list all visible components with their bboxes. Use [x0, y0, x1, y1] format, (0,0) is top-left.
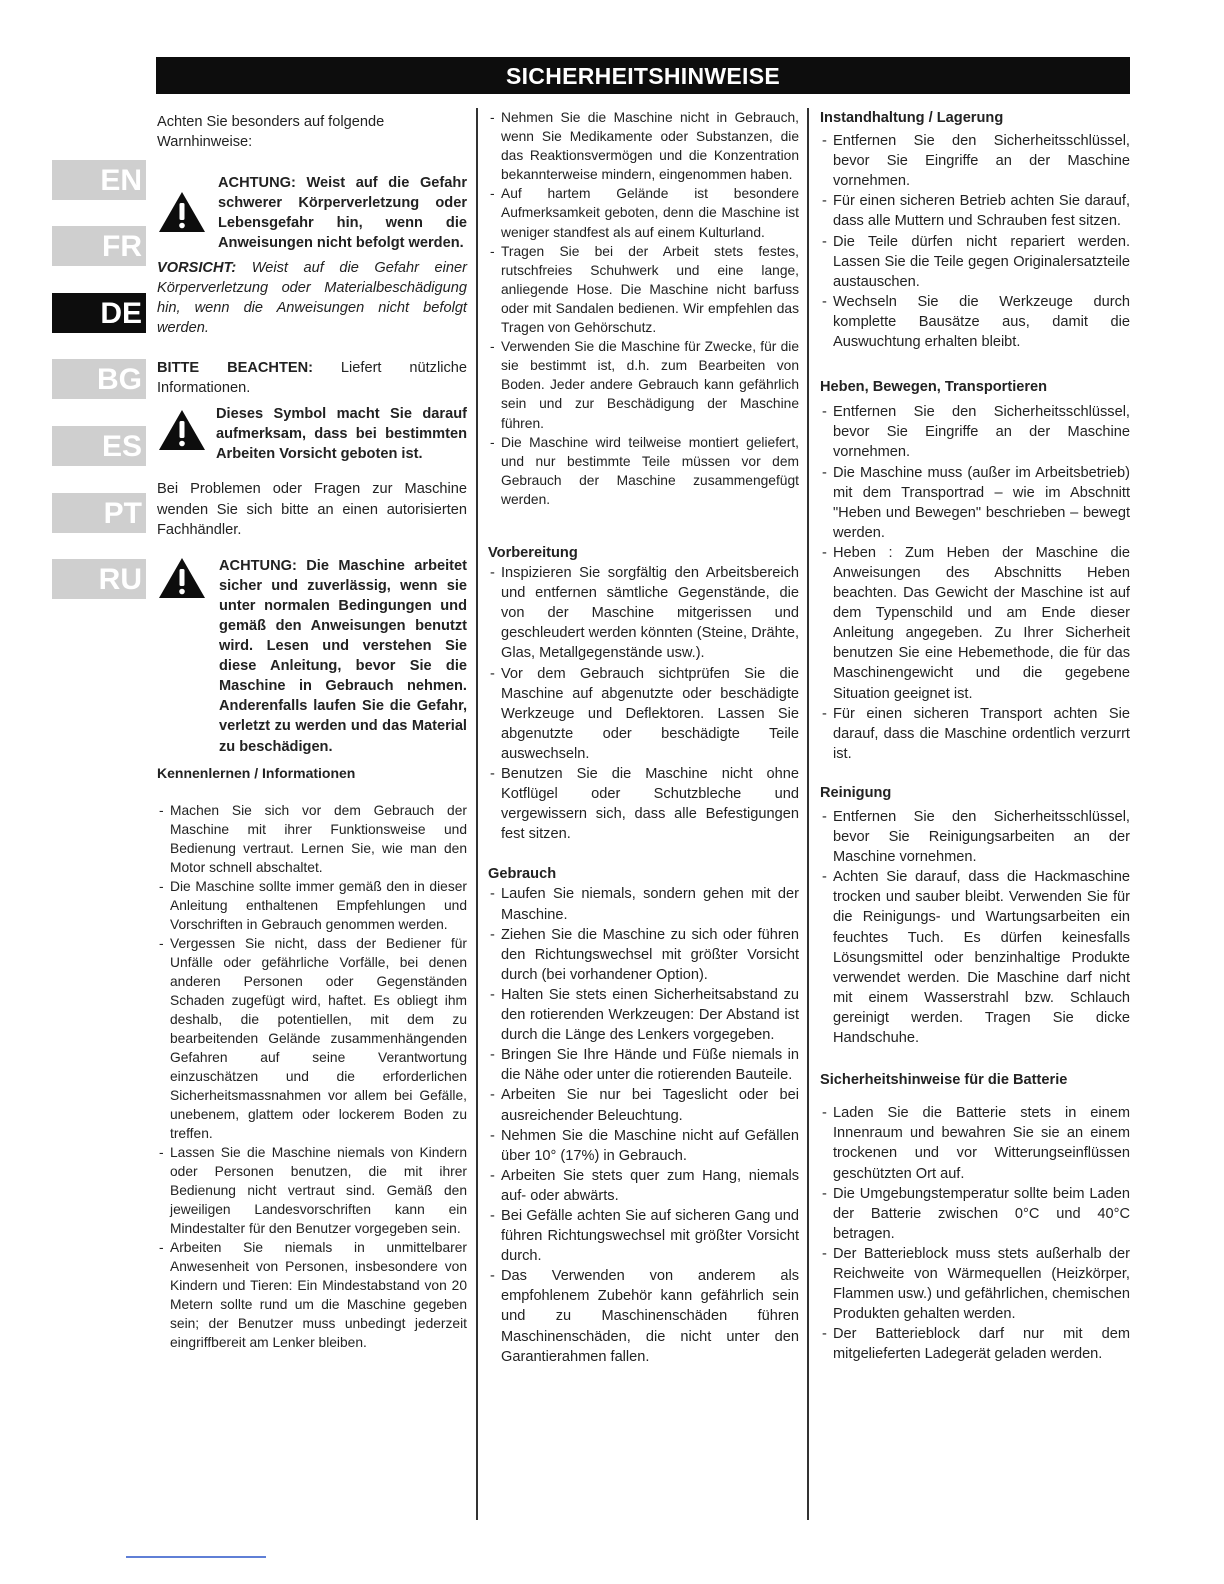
- warning-text-2: [219, 556, 467, 757]
- list-item: - Auf hartem Gelände ist besondere Aufmerksamkeit geboten, denn die Maschine ist weniger standfest als auf einem Kulturland.: [488, 184, 799, 241]
- list-item: - Ziehen Sie die Maschine zu sich oder führen den Richtungswechsel mit größter Vorsicht durch (bei vorhandener Option).: [488, 925, 799, 985]
- section-heading: Gebrauch: [488, 866, 557, 883]
- list-item: - Verwenden Sie die Maschine für Zwecke, für die sie bestimmt ist, d.h. zum Bearbeiten von Boden. Jeder andere Gebrauch kann gefährlich sein und zur Beschädigung der Maschine führen.: [488, 337, 799, 432]
- lang-tab-fr[interactable]: FR: [52, 226, 146, 266]
- list-item: - Arbeiten Sie stets quer zum Hang, niemals auf- oder abwärts.: [488, 1166, 799, 1206]
- warning-triangle-icon: [157, 190, 207, 234]
- column-left: [157, 108, 467, 1352]
- lang-tab-ru[interactable]: RU: [52, 559, 146, 599]
- list-item: - Laden Sie die Batterie stets in einem Innenraum und bewahren Sie sie an einem trockenen und vor Witterungseinflüssen geschützten Ort auf.: [820, 1103, 1130, 1183]
- list-item: - Arbeiten Sie niemals in unmittelbarer Anwesenheit von Personen, insbesondere von Kindern und Tieren: Ein Mindestabstand von 20 Metern sollte rund um die Maschine gegeben sein; der Benutzer muss unbedingt jederzeit eingriffbereit am Lenker bleiben.: [157, 1238, 467, 1352]
- lang-tab-bg[interactable]: BG: [52, 359, 146, 399]
- caution-label: VORSICHT:: [157, 259, 237, 276]
- list-item: - Bei Gefälle achten Sie auf sicheren Gang und führen Richtungswechsel mit größter Vorsicht durch.: [488, 1206, 799, 1266]
- note-label: BITTE BEACHTEN:: [157, 359, 314, 376]
- lang-tab-de[interactable]: DE: [52, 293, 146, 333]
- list-item: - Laufen Sie niemals, sondern gehen mit der Maschine.: [488, 884, 799, 924]
- warning-text: ACHTUNG: Weist auf die Gefahr schwerer Körperverletzung oder Lebensgefahr hin, wenn die Anweisungen nicht befolgt werden.: [218, 175, 467, 252]
- lang-tab-es[interactable]: ES: [52, 426, 146, 466]
- list-item: - Nehmen Sie die Maschine nicht in Gebrauch, wenn Sie Medikamente oder Substanzen, die das Reaktionsvermögen und die Konzentration bekannterweise mindern, eingenommen haben.: [488, 108, 799, 184]
- list-item: - Benutzen Sie die Maschine nicht ohne Kotflügel oder Schutzbleche und vergewissern sich, dass alle Befestigungen fest sitzen.: [488, 764, 799, 844]
- list-item: - Vergessen Sie nicht, dass der Bediener für Unfälle oder gefährliche Vorfälle, bei denen anderen Personen oder Gegenständen Schaden zugefügt wird, haftet. Es obliegt ihm deshalb, die potentiellen, mit dem zu bearbeitenden Gelände zusammenhängenden Gefahren auf seine Verantwortung einzuschätzen und die erforderlichen Sicherheitsmassnahmen vor allem bei Gefälle, unebenem, glattem oder lockerem Boden zu treffen.: [157, 934, 467, 1143]
- list-item: - Die Maschine wird teilweise montiert geliefert, und nur bestimmte Teile müssen vor dem Gebrauch der Maschine zusammengefügt werden.: [488, 433, 799, 509]
- lang-tab-en[interactable]: EN: [52, 160, 146, 200]
- warning-triangle-icon: [157, 408, 207, 452]
- list-item: - Lassen Sie die Maschine niemals von Kindern oder Personen benutzen, die mit ihrer Bedienung nicht vertraut sind. Gemäß den jeweiligen Landesvorschriften kann ein Mindestalter für den Benutzer vorgegeben sein.: [157, 1143, 467, 1238]
- column-divider: [807, 108, 809, 1520]
- list-item: - Vor dem Gebrauch sichtprüfen Sie die Maschine auf abgenutzte oder beschädigte Werkzeuge und Deflektoren. Lassen Sie abgenutzte oder beschädigte Teile auswechseln.: [488, 664, 799, 764]
- list-item: - Der Batterieblock muss stets außerhalb der Reichweite von Wärmequellen (Heizkörper, Flammen usw.) und gefährlichen, chemischen Produkten gehalten werden.: [820, 1244, 1130, 1324]
- list-item: - Heben : Zum Heben der Maschine die Anweisungen des Abschnitts Heben beachten. Das Gewicht der Maschine ist auf dem Typenschild und am Ende dieser Anleitung angegeben. Zu Ihrer Sicherheit benutzen Sie eine Hebemethode, die für das Maschinengewicht und die gegebene Situation geeignet ist.: [820, 543, 1130, 704]
- intro-text: Achten Sie besonders auf folgende Warnhinweise:: [157, 114, 385, 151]
- list-item: - Für einen sicheren Betrieb achten Sie darauf, dass alle Muttern und Schrauben fest sitzen.: [820, 191, 1130, 231]
- list-item: - Tragen Sie bei der Arbeit stets festes, rutschfreies Schuhwerk und eine lange, anliegende Hose. Die Maschine nicht barfuss oder mit Sandalen bedienen. Wir empfehlen das Tragen von Gehörschutz.: [488, 242, 799, 337]
- page-title: SICHERHEITSHINWEISE: [156, 57, 1130, 94]
- caution-text: [157, 258, 467, 338]
- list-item: - Nehmen Sie die Maschine nicht auf Gefällen über 10° (17%) in Gebrauch.: [488, 1126, 799, 1166]
- warning-body: Die Maschine arbeitet sicher und zuverlässig, wenn sie unter normalen Bedingungen und gemäß den Anweisungen benutzt wird. Lesen und verstehen Sie diese Anleitung, bevor Sie die Maschine in Gebrauch nehmen. Anderenfalls laufen Sie die Gefahr, verletzt zu werden und das Material zu beschädigen.: [219, 557, 467, 755]
- list-item: - Für einen sicheren Transport achten Sie darauf, dass die Maschine ordentlich verzurrt ist.: [820, 704, 1130, 764]
- problems-text: Bei Problemen oder Fragen zur Maschine wenden Sie sich bitte an einen autorisierten Fachhändler.: [157, 481, 467, 538]
- list-item: - Bringen Sie Ihre Hände und Füße niemals in die Nähe oder unter die rotierenden Bauteile.: [488, 1045, 799, 1085]
- list-item: - Das Verwenden von anderem als empfohlenem Zubehör kann gefährlich sein und zu Maschinenschäden führen Maschinenschäden, die nicht unter den Garantierahmen fallen.: [488, 1266, 799, 1366]
- warning-triangle-icon: [157, 556, 207, 600]
- warning-symbol: [157, 404, 467, 464]
- preparation-list: [488, 563, 799, 844]
- info-list: [157, 801, 467, 1352]
- list-item: - Inspizieren Sie sorgfältig den Arbeitsbereich und entfernen sämtliche Gegenstände, die von der Maschine mitgerissen und geschleudert werden könnten (Steine, Drähte, Glas, Metallgegenstände usw.).: [488, 563, 799, 663]
- column-divider: [476, 108, 478, 1520]
- list-item: - Die Umgebungstemperatur sollte beim Laden der Batterie zwischen 0°C und 40°C betragen.: [820, 1184, 1130, 1244]
- symbol-text: Dieses Symbol macht Sie darauf aufmerksam, dass bei bestimmten Arbeiten Vorsicht geboten ist.: [216, 406, 467, 463]
- list-item: - Die Maschine muss (außer im Arbeitsbetrieb) mit dem Transportrad – wie im Abschnitt "Heben und Bewegen" beschrieben – bewegt werden.: [820, 463, 1130, 543]
- list-item: - Entfernen Sie den Sicherheitsschlüssel, bevor Sie Eingriffe an der Maschine vornehmen.: [820, 131, 1130, 191]
- footer-line: [126, 1556, 266, 1558]
- list-item: - Entfernen Sie den Sicherheitsschlüssel, bevor Sie Reinigungsarbeiten an der Maschine vornehmen.: [820, 807, 1130, 867]
- column-middle: [488, 108, 799, 1367]
- section-heading: Sicherheitshinweise für die Batterie: [820, 1072, 1068, 1089]
- cleaning-list: [820, 807, 1130, 1048]
- maintenance-list: [820, 131, 1130, 352]
- list-item: - Halten Sie stets einen Sicherheitsabstand zu den rotierenden Werkzeugen: Der Abstand ist durch die Länge des Lenkers vorgegeben.: [488, 985, 799, 1045]
- section-heading: Vorbereitung: [488, 544, 578, 561]
- warning-label: ACHTUNG:: [219, 557, 297, 574]
- list-item: - Der Batterieblock darf nur mit dem mitgelieferten Ladegerät geladen werden.: [820, 1324, 1130, 1364]
- list-item: - Wechseln Sie die Werkzeuge durch komplette Bausätze aus, damit die Auswuchtung erhalten bleibt.: [820, 292, 1130, 352]
- operation-list: [488, 884, 799, 1366]
- caution-body: Weist auf die Gefahr einer Körperverletzung oder Materialbeschädigung hin, wenn die Anweisungen nicht befolgt werden.: [157, 259, 467, 336]
- list-item: - Achten Sie darauf, dass die Hackmaschine trocken und sauber bleibt. Verwenden Sie für die Reinigungs- und Wartungsarbeiten ein feuchtes Tuch. Es dürfen keinesfalls Lösungsmittel oder benzinhaltige Produkte verwendet werden. Die Maschine darf nicht mit einem Wasserstrahl bzw. Schlauch gereinigt werden. Tragen Sie dicke Handschuhe.: [820, 867, 1130, 1048]
- transport-list: [820, 402, 1130, 764]
- section-heading: Reinigung: [820, 784, 892, 801]
- note-body: Liefert nützliche Informationen.: [157, 359, 467, 397]
- list-item: - Die Teile dürfen nicht repariert werden. Lassen Sie die Teile gegen Originalersatzteile austauschen.: [820, 232, 1130, 292]
- section-heading: Instandhaltung / Lagerung: [820, 110, 1004, 126]
- list-item: - Machen Sie sich vor dem Gebrauch der Maschine mit ihrer Funktionsweise und Bedienung vertraut. Lernen Sie, wie man den Motor schnell abschaltet.: [157, 801, 467, 877]
- usage-list: [488, 108, 799, 509]
- column-right: [820, 108, 1130, 1364]
- note-text: [157, 358, 467, 398]
- lang-tab-pt[interactable]: PT: [52, 493, 146, 533]
- list-item: - Entfernen Sie den Sicherheitsschlüssel, bevor Sie Eingriffe an der Maschine vornehmen.: [820, 402, 1130, 462]
- battery-list: [820, 1103, 1130, 1364]
- section-heading: Kennenlernen / Informationen: [157, 764, 356, 781]
- warning-achtung-2: [157, 556, 467, 757]
- section-heading: Heben, Bewegen, Transportieren: [820, 379, 1048, 396]
- warning-achtung: [157, 173, 467, 253]
- list-item: - Die Maschine sollte immer gemäß den in dieser Anleitung enthaltenen Empfehlungen und Vorschriften in Gebrauch genommen werden.: [157, 877, 467, 934]
- list-item: - Arbeiten Sie nur bei Tageslicht oder bei ausreichender Beleuchtung.: [488, 1085, 799, 1125]
